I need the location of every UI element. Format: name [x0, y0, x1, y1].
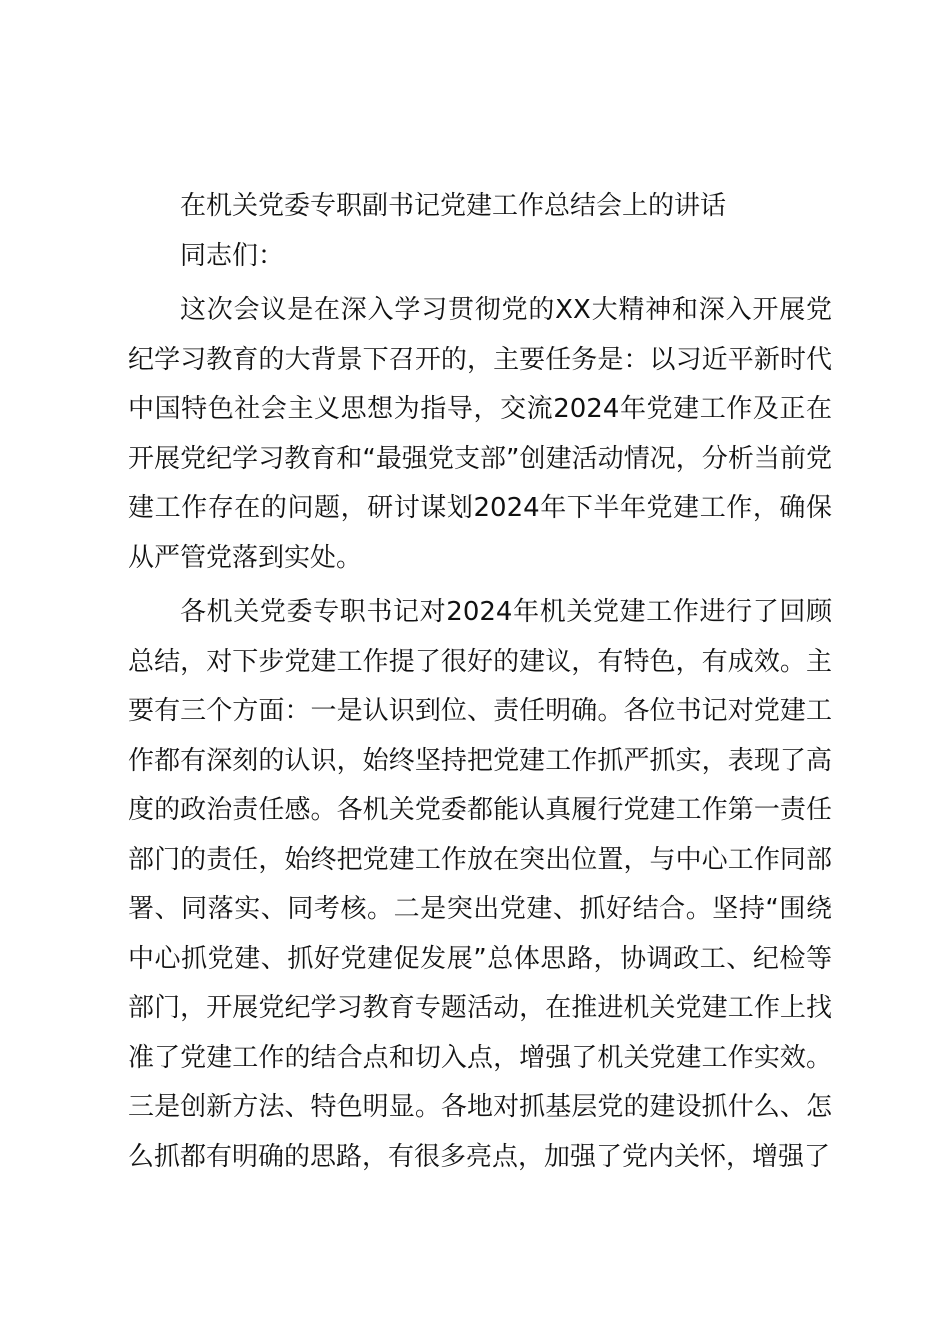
- salutation: 同志们：: [180, 240, 285, 271]
- paragraph-2: 各机关党委专职书记对2024年机关党建工作进行了回顾总结，对下步党建工作提了很好的建议，有特色，有成效。主要有三个方面：一是认识到位、责任明确。各位书记对党建工作都有深刻的认识，始终坚持把党建工作抓严抓实，表现了高度的政治责任感。各机关党委都能认真履行党建工作第一责任部门的责任，始终把党建工作放在突出位置，与中心工作同部署、同落实、同考核。二是突出党建、抓好结合。坚持“围绕中心抓党建、抓好党建促发展”总体思路，协调政工、纪检等部门，开展党纪学习教育专题活动，在推进机关党建工作上找准了党建工作的结合点和切入点，增强了机关党建工作实效。三是创新方法、特色明显。各地对抓基层党的建设抓什么、怎么抓都有明确的思路，有很多亮点，加强了党内关怀，增强了: [128, 597, 832, 1172]
- document-body: [128, 182, 832, 1187]
- paragraph-1: 这次会议是在深入学习贯彻党的XX大精神和深入开展党纪学习教育的大背景下召开的，主要任务是：以习近平新时代中国特色社会主义思想为指导，交流2024年党建工作及正在开展党纪学习教育和“最强党支部”创建活动情况，分析当前党建工作存在的问题，研讨谋划2024年下半年党建工作，确保从严管党落到实处。: [128, 295, 832, 573]
- document-title: 在机关党委专职副书记党建工作总结会上的讲话: [180, 191, 727, 221]
